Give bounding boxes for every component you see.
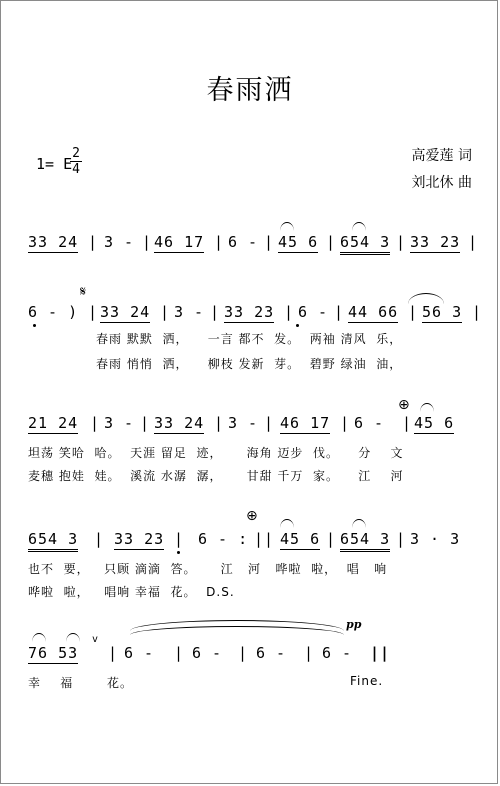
note-group: 21 24 <box>28 414 79 432</box>
lyrics-verse-1: 春雨 默默 洒， 一言 都不 发。 两袖 清风 乐， <box>96 332 403 346</box>
note-group: 45 6 <box>278 233 319 251</box>
note-group: 654 3 <box>340 233 390 255</box>
note-group: 3 - <box>228 414 259 432</box>
lyrics-verse-2: 麦穗 抱娃 娃。 溪流 水潺 潺， 甘甜 千万 家。 江 河 <box>28 469 404 483</box>
note-group: 44 66 <box>348 303 399 321</box>
barline: | <box>326 530 337 548</box>
note-group: 46 17 <box>280 414 331 432</box>
barline: | <box>210 303 221 321</box>
lyricist-credit: 高爱莲 词 <box>411 148 472 164</box>
key-signature: 1= E <box>36 155 73 173</box>
barline: | <box>142 233 153 251</box>
barline: | <box>88 303 99 321</box>
barline: | <box>174 530 185 548</box>
barline: | <box>340 414 351 432</box>
note-group: 6 - ) <box>28 303 79 321</box>
barline: | <box>90 414 101 432</box>
barline: | <box>214 414 225 432</box>
barline: | <box>472 303 483 321</box>
lyrics-verse-2: 哗啦 啦， 唱响 幸福 花。 D.S. <box>28 585 235 599</box>
note-group: 6 - <box>322 644 353 662</box>
note-group: 33 23 <box>224 303 275 321</box>
note-group: 3 - <box>174 303 205 321</box>
barline: | <box>396 530 407 548</box>
barline: | <box>160 303 171 321</box>
repeat-barline: || <box>254 530 275 548</box>
note-group: 654 3 <box>28 530 78 552</box>
barline: | <box>334 303 345 321</box>
note-group: 56 3 <box>422 303 463 321</box>
barline: | <box>238 644 249 662</box>
low-dot <box>296 324 299 327</box>
time-signature: 2 4 <box>70 147 82 176</box>
barline: | <box>140 414 151 432</box>
note-group: 3 · 3 <box>410 530 461 548</box>
low-dot <box>33 324 36 327</box>
segno-icon: 𝄋 <box>80 284 87 300</box>
barline: | <box>396 233 407 251</box>
note-group: 33 24 <box>100 303 151 321</box>
song-title: 春雨洒 <box>206 75 294 106</box>
barline: | <box>264 233 275 251</box>
note-group: 6 - <box>354 414 385 432</box>
note-group: 45 6 <box>280 530 321 548</box>
coda-icon: ⊕ <box>246 508 258 524</box>
coda-icon: ⊕ <box>398 397 410 413</box>
note-group: 6 - : <box>198 530 249 548</box>
lyrics-verse-1: 幸 福 花。 <box>28 676 133 690</box>
note-group: 3 - <box>104 414 135 432</box>
barline: | <box>264 414 275 432</box>
composer-credit: 刘北休 曲 <box>411 175 472 191</box>
barline: | <box>402 414 413 432</box>
final-barline: || <box>370 644 391 662</box>
note-group: 6 - <box>192 644 223 662</box>
barline: | <box>326 233 337 251</box>
note-group: 6 - <box>256 644 287 662</box>
fine-marking: Fine. <box>350 674 384 688</box>
note-group: 6 - <box>124 644 155 662</box>
note-group: 33 24 <box>154 414 205 432</box>
note-group: 33 23 <box>410 233 461 251</box>
dynamics-marking: pp <box>346 618 362 631</box>
barline: | <box>88 233 99 251</box>
note-group: 33 23 <box>114 530 165 548</box>
lyrics-verse-1: 坦荡 笑哈 哈。 天涯 留足 迹， 海角 迈步 伐。 分 文 <box>28 446 404 460</box>
barline: | <box>94 530 105 548</box>
lyrics-verse-2: 春雨 悄悄 洒， 柳枝 发新 芽。 碧野 绿油 油， <box>96 357 403 371</box>
note-group: 45 6 <box>414 414 455 432</box>
barline: | <box>284 303 295 321</box>
note-group: 3 - <box>104 233 135 251</box>
note-group: 654 3 <box>340 530 390 552</box>
note-group: 6 - <box>298 303 329 321</box>
note-group: 6 - <box>228 233 259 251</box>
barline: | <box>408 303 419 321</box>
barline: | <box>108 644 119 662</box>
barline: | <box>174 644 185 662</box>
barline: | <box>468 233 479 251</box>
barline: | <box>304 644 315 662</box>
barline: | <box>214 233 225 251</box>
lyrics-verse-1: 也不 要， 只顾 滴滴 答。 江 河 哗啦 啦， 唱 响 <box>28 562 388 576</box>
note-group: 76 53 <box>28 644 79 662</box>
note-group: 46 17 <box>154 233 205 251</box>
breath-mark: v <box>92 634 100 645</box>
note-group: 33 24 <box>28 233 79 251</box>
low-dot <box>177 551 180 554</box>
